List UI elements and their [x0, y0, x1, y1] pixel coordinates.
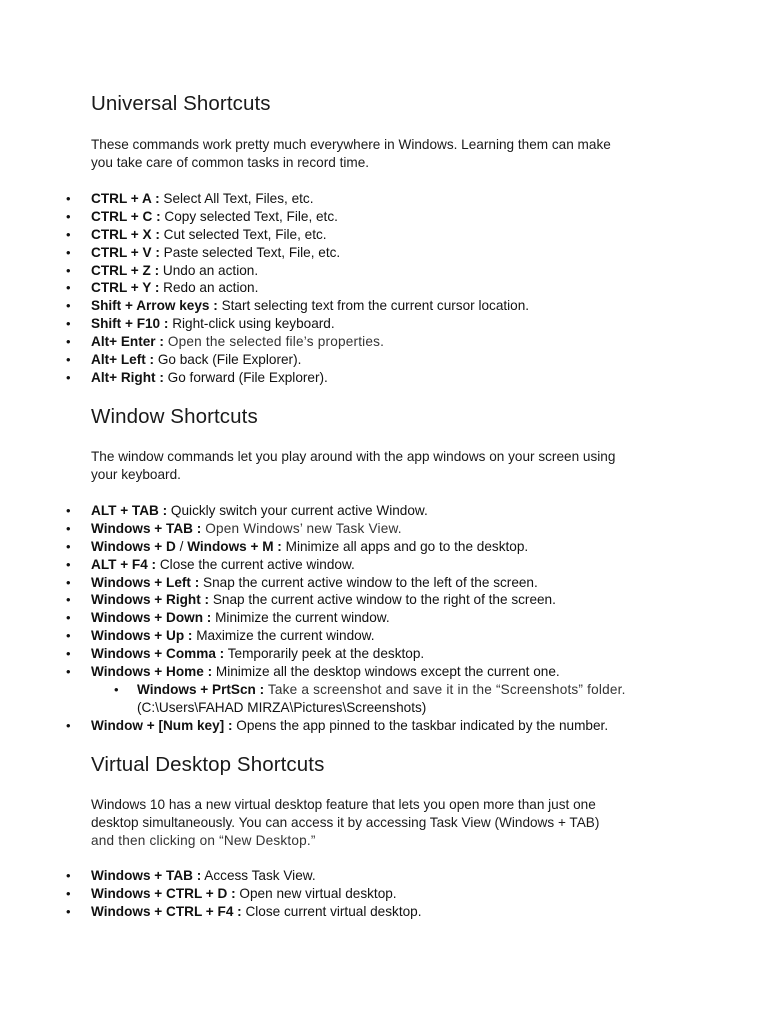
- intro-line: Windows 10 has a new virtual desktop feature that lets you open more than just one: [91, 797, 596, 812]
- shortcut-key: CTRL + X :: [91, 226, 160, 242]
- shortcut-key: Windows + CTRL + D :: [91, 885, 236, 901]
- shortcut-key: ALT + TAB :: [91, 503, 168, 518]
- shortcut-key: CTRL + Y :: [91, 280, 160, 296]
- list-sub-item-continuation: [0, 699, 768, 717]
- list-item: [0, 208, 768, 226]
- shortcut-key: Window + [Num key] :: [91, 717, 233, 733]
- intro-line: your keyboard.: [91, 467, 181, 482]
- shortcut-desc: Opens the app pinned to the taskbar indicated by the number.: [232, 717, 609, 733]
- shortcut-key: CTRL + V :: [91, 244, 160, 260]
- list-item: [0, 867, 768, 885]
- shortcut-key: Windows + Comma :: [91, 646, 225, 662]
- bullet-icon: •: [66, 191, 71, 206]
- bullet-icon: •: [66, 538, 71, 554]
- bullet-icon: •: [66, 628, 71, 644]
- section-intro-window: [91, 448, 691, 484]
- shortcut-list-window: [0, 502, 768, 735]
- list-item: [0, 333, 768, 351]
- bullet-icon: •: [66, 717, 71, 733]
- bullet-icon: •: [66, 352, 71, 368]
- shortcut-desc: Select All Text, Files, etc.: [159, 191, 314, 206]
- shortcut-desc: Close current virtual desktop.: [241, 903, 422, 919]
- bullet-icon: •: [66, 556, 71, 572]
- shortcut-key: Windows + Down :: [91, 610, 212, 626]
- shortcut-desc: Minimize the current window.: [211, 610, 390, 626]
- list-item: [0, 502, 768, 520]
- shortcut-key: CTRL + Z :: [91, 262, 160, 278]
- shortcut-key: Windows + TAB :: [91, 520, 202, 536]
- list-item: [0, 190, 768, 208]
- bullet-icon: •: [66, 280, 71, 296]
- bullet-icon: •: [66, 903, 71, 919]
- shortcut-key: Windows + PrtScn :: [137, 681, 265, 697]
- section-heading-virtual-desktop: Virtual Desktop Shortcuts: [91, 753, 325, 776]
- shortcut-key: Alt+ Left :: [91, 352, 155, 368]
- list-item: [0, 244, 768, 262]
- shortcut-list-virtual-desktop: [0, 867, 768, 921]
- shortcut-desc: Right-click using keyboard.: [168, 316, 335, 332]
- shortcut-key: Windows + TAB :: [91, 868, 202, 883]
- shortcut-key: CTRL + A :: [91, 191, 160, 206]
- list-item: [0, 262, 768, 280]
- shortcut-desc: Minimize all the desktop windows except the current one.: [212, 664, 560, 680]
- shortcut-desc: Close the current active window.: [156, 556, 355, 572]
- shortcut-desc: Copy selected Text, File, etc.: [160, 208, 338, 224]
- shortcut-desc: Start selecting text from the current cursor location.: [217, 298, 530, 314]
- shortcut-key: Windows + M :: [187, 538, 282, 554]
- list-item: [0, 297, 768, 315]
- shortcut-desc: Go forward (File Explorer).: [163, 369, 328, 385]
- list-item: [0, 574, 768, 592]
- shortcut-key: Shift + Arrow keys :: [91, 298, 218, 314]
- list-item: [0, 369, 768, 387]
- shortcut-desc: Open the selected file’s properties.: [163, 334, 385, 350]
- shortcut-key: Windows + Left :: [91, 574, 200, 590]
- list-item: [0, 627, 768, 645]
- bullet-icon: •: [66, 646, 71, 662]
- shortcut-desc: Undo an action.: [159, 262, 259, 278]
- bullet-icon: •: [66, 298, 71, 314]
- list-item: [0, 351, 768, 369]
- bullet-icon: •: [66, 334, 71, 350]
- bullet-icon: •: [66, 574, 71, 590]
- bullet-icon: •: [66, 369, 71, 385]
- shortcut-key: Shift + F10 :: [91, 316, 169, 332]
- bullet-icon: •: [66, 520, 71, 536]
- bullet-icon: •: [66, 868, 71, 883]
- shortcut-desc: Paste selected Text, File, etc.: [159, 244, 341, 260]
- shortcut-key: Windows + D: [91, 538, 176, 554]
- bullet-icon: •: [66, 592, 71, 608]
- shortcut-desc: Temporarily peek at the desktop.: [224, 646, 425, 662]
- shortcut-desc: Take a screenshot and save it in the “Screenshots” folder.: [264, 681, 626, 697]
- shortcut-key: Windows + Home :: [91, 664, 213, 680]
- shortcut-key: CTRL + C :: [91, 208, 161, 224]
- list-item: [0, 226, 768, 244]
- bullet-icon: •: [66, 262, 71, 278]
- bullet-icon: •: [66, 610, 71, 626]
- list-sub-item: [0, 681, 768, 699]
- bullet-icon: •: [66, 885, 71, 901]
- shortcut-key: Alt+ Right :: [91, 369, 164, 385]
- shortcut-desc: Snap the current active window to the right of the screen.: [209, 592, 556, 608]
- shortcut-desc: Minimize all apps and go to the desktop.: [281, 538, 529, 554]
- intro-line: These commands work pretty much everywhere in Windows. Learning them can make: [91, 137, 611, 152]
- shortcut-desc: Open Windows’ new Task View.: [201, 520, 402, 536]
- shortcut-desc: Snap the current active window to the left of the screen.: [199, 574, 538, 590]
- shortcut-desc: Access Task View.: [201, 868, 316, 883]
- list-item: [0, 520, 768, 538]
- bullet-icon: •: [66, 316, 71, 332]
- shortcut-key: Windows + CTRL + F4 :: [91, 903, 242, 919]
- bullet-icon: •: [66, 244, 71, 260]
- shortcut-desc: Go back (File Explorer).: [154, 352, 302, 368]
- list-item: [0, 556, 768, 574]
- list-item: [0, 609, 768, 627]
- intro-line: The window commands let you play around with the app windows on your screen using: [91, 449, 616, 464]
- list-item: [0, 645, 768, 663]
- intro-line: desktop simultaneously. You can access it by accessing Task View (Windows + TAB): [91, 815, 600, 830]
- bullet-icon: •: [66, 664, 71, 680]
- shortcut-desc: Maximize the current window.: [192, 628, 375, 644]
- list-item: [0, 538, 768, 556]
- section-intro-virtual-desktop: [91, 796, 691, 850]
- list-item: [0, 663, 768, 681]
- shortcut-desc: Cut selected Text, File, etc.: [159, 226, 327, 242]
- section-heading-universal: Universal Shortcuts: [91, 92, 271, 115]
- shortcut-key: Windows + Up :: [91, 628, 193, 644]
- screenshot-path: (C:\Users\FAHAD MIRZA\Pictures\Screenshots): [137, 699, 427, 715]
- list-item: [0, 717, 768, 735]
- bullet-icon: •: [66, 226, 71, 242]
- list-item: [0, 315, 768, 333]
- shortcut-key: ALT + F4 :: [91, 556, 157, 572]
- shortcut-list-universal: [0, 190, 768, 387]
- intro-line: you take care of common tasks in record time.: [91, 155, 370, 170]
- bullet-icon: •: [114, 681, 119, 697]
- list-item: [0, 903, 768, 921]
- list-item: [0, 279, 768, 297]
- list-item: [0, 591, 768, 609]
- shortcut-key: Windows + Right :: [91, 592, 210, 608]
- section-intro-universal: [91, 136, 691, 172]
- list-item: [0, 885, 768, 903]
- shortcut-separator: /: [175, 538, 188, 554]
- shortcut-desc: Redo an action.: [159, 280, 259, 296]
- section-heading-window: Window Shortcuts: [91, 405, 258, 428]
- shortcut-desc: Quickly switch your current active Window.: [167, 503, 428, 518]
- bullet-icon: •: [66, 503, 71, 518]
- shortcut-desc: Open new virtual desktop.: [235, 885, 397, 901]
- intro-line: and then clicking on “New Desktop.”: [91, 833, 316, 848]
- bullet-icon: •: [66, 208, 71, 224]
- shortcut-key: Alt+ Enter :: [91, 334, 164, 350]
